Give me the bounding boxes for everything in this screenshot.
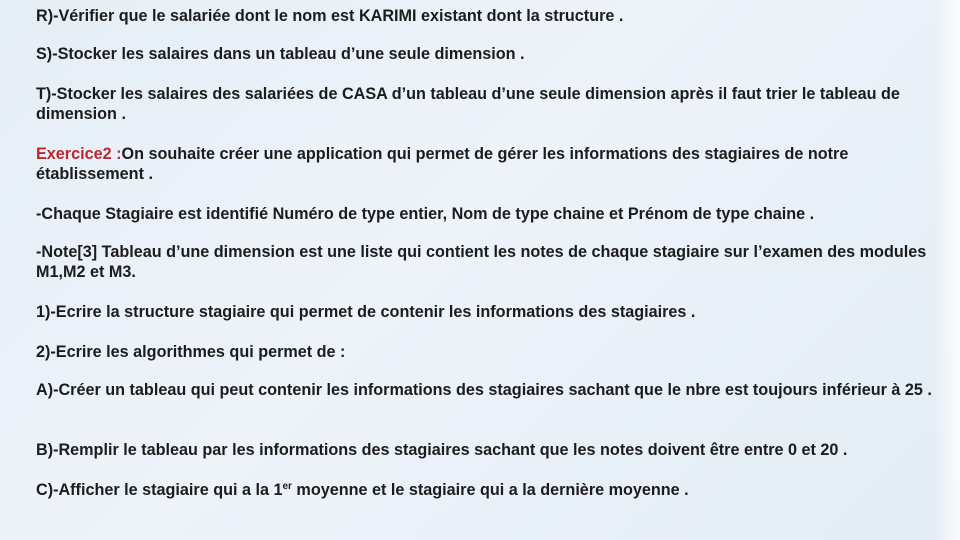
exercice-label: Exercice2 : — [36, 145, 122, 163]
question-c-start: C)-Afficher le stagiaire qui a la 1 — [36, 481, 283, 499]
paragraph-chaque-stagiaire: -Chaque Stagiaire est identifié Numéro de type entier, Nom de type chaine et Prénom de type chaine . — [36, 205, 815, 223]
question-c-superscript: er — [282, 481, 292, 492]
question-c-end: moyenne et le stagiaire qui a la dernière moyenne . — [291, 481, 689, 499]
question-2: 2)-Ecrire les algorithmes qui permet de : — [36, 343, 346, 361]
paragraph-t: T)-Stocker les salaires des salariées de CASA d’un tableau d’une seule dimension après il faut trier le tableau de dimension . — [36, 85, 900, 123]
paragraph-r: R)-Vérifier que le salariée dont le nom est KARIMI existant dont la structure . — [36, 7, 624, 25]
question-1: 1)-Ecrire la structure stagiaire qui permet de contenir les informations des stagiaires . — [36, 303, 696, 321]
paragraph-s: S)-Stocker les salaires dans un tableau d’une seule dimension . — [36, 45, 525, 63]
paragraph-note: -Note[3] Tableau d’une dimension est une liste qui contient les notes de chaque stagiaire sur l’examen des modules M1,M2 et M3. — [36, 243, 927, 281]
paragraph-exercice2 — [36, 144, 952, 184]
exercice-text: On souhaite créer une application qui permet de gérer les informations des stagiaires de notre établissement . — [36, 145, 849, 183]
question-c — [36, 480, 952, 500]
question-b: B)-Remplir le tableau par les informations des stagiaires sachant que les notes doivent être entre 0 et 20 . — [36, 441, 848, 459]
question-a: A)-Créer un tableau qui peut contenir les informations des stagiaires sachant que le nbre est toujours inférieur à 25 . — [36, 381, 932, 399]
